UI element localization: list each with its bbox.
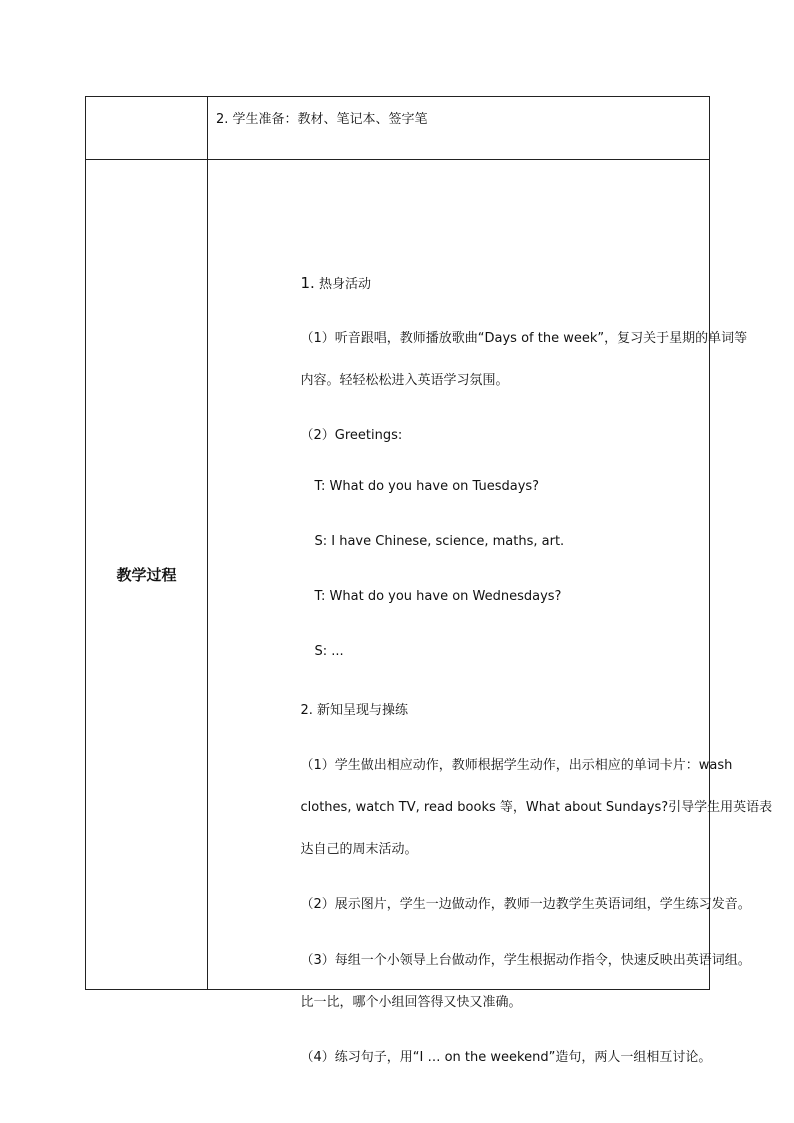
teaching-process-row: [86, 160, 710, 990]
new-item-3-line-2: 比一比，哪个小组回答得又快又准确。: [300, 994, 522, 1010]
dialog-line: S: ...: [314, 643, 344, 659]
dialog-line: S: I have Chinese, science, maths, art.: [314, 533, 565, 549]
preparation-content-cell: [208, 97, 710, 160]
teaching-process-label: 教学过程: [116, 566, 177, 584]
section-1-title: 热身活动: [314, 276, 371, 292]
warmup-item-2: （2）Greetings:: [300, 427, 403, 443]
preparation-row: [86, 97, 710, 160]
lesson-plan-table: [85, 96, 773, 1065]
new-item-2: （2）展示图片，学生一边做动作，教师一边教学生英语词组，学生练习发音。: [300, 896, 751, 912]
new-item-1-line-1: （1）学生做出相应动作，教师根据学生动作，出示相应的单词卡片：wash: [300, 757, 733, 773]
new-item-3-line-1: （3）每组一个小领导上台做动作，学生根据动作指令，快速反映出英语词组。: [300, 952, 751, 968]
student-preparation-text: 2. 学生准备：教材、笔记本、签字笔: [216, 112, 428, 127]
new-item-1-line-3: 达自己的周末活动。: [300, 841, 418, 857]
process-label-cell: [86, 160, 208, 990]
preparation-label-cell: [86, 97, 208, 160]
section-1-number: 1.: [300, 273, 315, 292]
process-content-cell: [208, 160, 773, 1065]
new-item-4: （4）练习句子，用“I … on the weekend”造句，两人一组相互讨论。: [300, 1049, 712, 1065]
dialog-line: T: What do you have on Tuesdays?: [314, 478, 540, 494]
warmup-item-1-line-2: 内容。轻轻松松进入英语学习氛围。: [300, 372, 509, 388]
new-item-1-line-2: clothes, watch TV, read books 等，What about Sundays?引导学生用英语表: [300, 799, 773, 815]
section-1-heading: [301, 273, 371, 292]
dialog-line: T: What do you have on Wednesdays?: [314, 588, 562, 604]
section-2-heading: 2. 新知呈现与操练: [300, 702, 409, 718]
warmup-item-1-line-1: （1）听音跟唱，教师播放歌曲“Days of the week”，复习关于星期的单词等: [300, 330, 748, 346]
